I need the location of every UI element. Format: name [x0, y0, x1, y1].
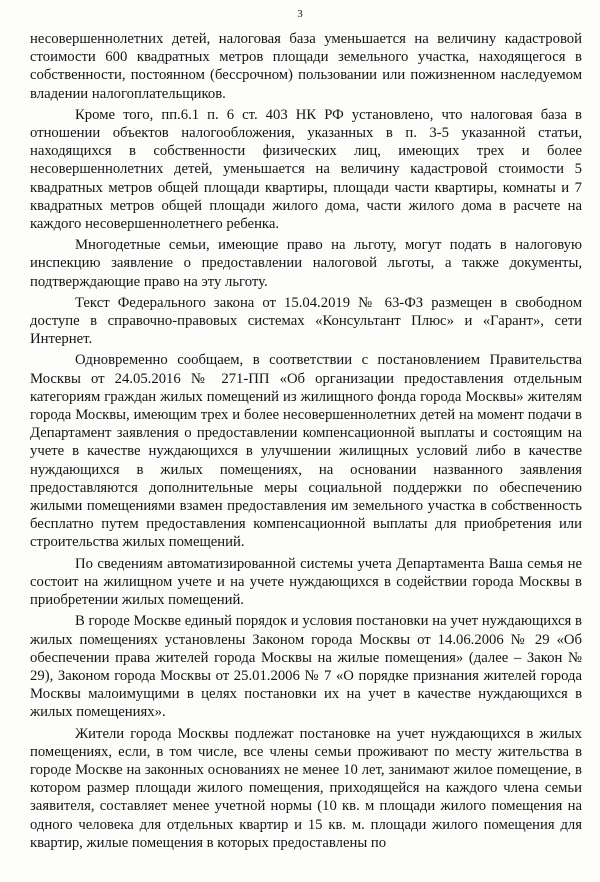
paragraph-large-families-benefit: Многодетные семьи, имеющие право на льготу, могут подать в налоговую инспекцию заявление о предоставлении налоговой льготы, а также документы, подтверждающие право на эту льготу.: [30, 237, 582, 290]
paragraph-registry-info: По сведениям автоматизированной системы учета Департамента Ваша семья не состоит на жилищном учете и на учете нуждающихся в содействии города Москвы в приобретении жилых помещений.: [30, 555, 582, 609]
paragraph-moscow-laws: В городе Москве единый порядок и условия постановки на учет нуждающихся в жилых помещениях установлены Законом города Москвы от 14.06.2006 № 29 «Об обеспечении права жителей города Москвы на жилые помещения» (далее – Закон № 29), Законом города Москвы от 25.01.2006 № 7 «О порядке признания жителей города Москвы малоимущими в целях постановки их на учет в качестве нуждающихся в жилых помещениях».: [30, 613, 582, 721]
document-body: [30, 30, 582, 855]
paragraph-tax-base: Кроме того, пп.6.1 п. 6 ст. 403 НК РФ установлено, что налоговая база в отношении объектов налогообложения, указанных в п. 3-5 указанной статьи, находящихся в собственности физических лиц, имеющих трех и более несовершеннолетних детей, уменьшается на величину кадастровой стоимости 5 квадратных метров общей площади квартиры, площади части квартиры, комнаты и 7 квадратных метров общей площади жилого дома, части жилого дома в расчете на каждого несовершеннолетнего ребенка.: [30, 106, 582, 233]
paragraph-continuation: несовершеннолетних детей, налоговая база уменьшается на величину кадастровой стоимости 600 квадратных метров площади земельного участка, находящегося в собственности, постоянном (бессрочном) пользовании или пожизненном наследуемом владении налогоплательщиков.: [30, 31, 582, 102]
page-number: 3: [297, 8, 303, 20]
paragraph-federal-law-text: Текст Федерального закона от 15.04.2019 № 63-ФЗ размещен в свободном доступе в справочно-правовых системах «Консультант Плюс» и «Гарант», сети Интернет.: [30, 294, 582, 348]
paragraph-registration-conditions: Жители города Москвы подлежат постановке на учет нуждающихся в жилых помещениях, если, в том числе, все члены семьи проживают по месту жительства в городе Москве на законных основаниях не менее 10 лет, занимают жилое помещение, в котором размер площади жилого помещения, приходящейся на каждого члена семьи заявителя, составляет менее учетной нормы (10 кв. м площади жилого помещения на одного человека для отдельных квартир и 15 кв. м. площади жилого помещения для квартир, жилые помещения в которых предоставлены по: [30, 725, 582, 851]
paragraph-moscow-resolution: Одновременно сообщаем, в соответствии с постановлением Правительства Москвы от 24.05.2016 № 271-ПП «Об организации предоставления отдельным категориям граждан жилых помещений из жилищного фонда города Москвы» жителям города Москвы, имеющим трех и более несовершеннолетних детей на момент подачи в Департамент заявления о предоставлении компенсационной выплаты и состоящим на учете в качестве нуждающихся в улучшении жилищных условий либо в качестве нуждающихся в жилых помещениях, на основании названного заявления предоставляются дополнительные меры социальной поддержки по обеспечению жилыми помещениями взамен предоставления им земельного участка в собственность бесплатно путем предоставления компенсационной выплаты для приобретения или строительства жилых помещений.: [30, 352, 582, 551]
